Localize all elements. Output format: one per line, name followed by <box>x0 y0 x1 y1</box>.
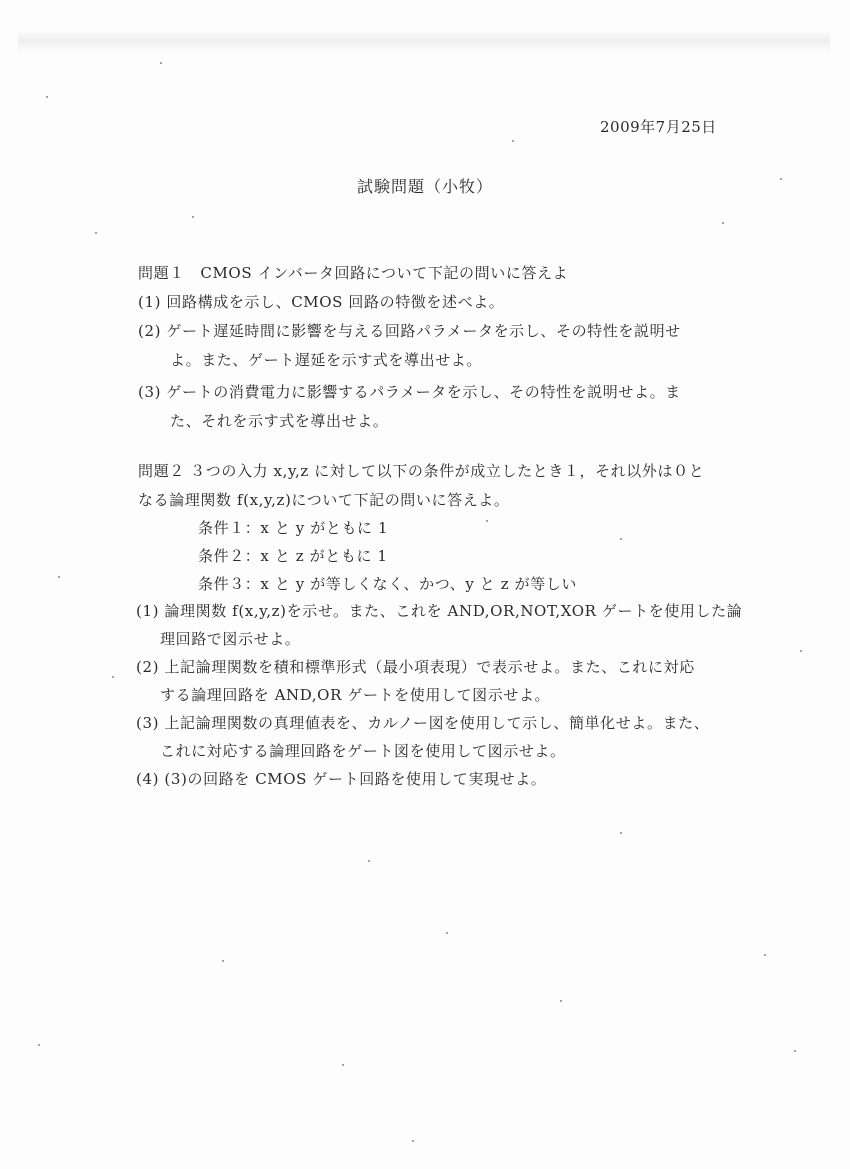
scan-speck <box>512 140 514 142</box>
scan-speck <box>368 860 370 862</box>
scan-speck <box>58 576 60 578</box>
problem1-question3-line2: た、それを示す式を導出せよ。 <box>170 412 389 430</box>
scan-speck <box>620 538 622 540</box>
problem2-question2-line1: (2) 上記論理関数を積和標準形式（最小項表現）で表示せよ。また、これに対応 <box>136 658 695 676</box>
problem1-question2-line1: (2) ゲート遅延時間に影響を与える回路パラメータを示し、その特性を説明せ <box>138 322 681 340</box>
scan-speck <box>446 932 448 934</box>
scan-speck <box>780 178 782 180</box>
scan-artifact-band <box>18 30 830 52</box>
scan-speck <box>794 1050 796 1052</box>
scan-speck <box>412 1140 414 1142</box>
problem2-question4: (4) (3)の回路を CMOS ゲート回路を使用して実現せよ。 <box>136 770 547 788</box>
problem1-question1: (1) 回路構成を示し、CMOS 回路の特徴を述べよ。 <box>138 293 505 311</box>
problem2-question1-line2: 理回路で図示せよ。 <box>160 630 301 648</box>
problem2-condition1: 条件１：x と y がともに 1 <box>198 519 389 537</box>
page-title: 試験問題（小牧） <box>356 177 493 196</box>
problem1-question3-line1: (3) ゲートの消費電力に影響するパラメータを示し、その特性を説明せよ。ま <box>138 383 681 401</box>
scan-speck <box>222 960 224 962</box>
scan-speck <box>342 1064 344 1066</box>
problem1-heading: 問題１ CMOS インバータ回路について下記の問いに答えよ <box>138 264 569 282</box>
problem2-condition2: 条件２：x と z がともに 1 <box>198 547 388 565</box>
scan-speck <box>620 832 622 834</box>
scan-speck <box>486 520 488 522</box>
problem2-condition3: 条件３：x と y が等しくなく、かつ、y と z が等しい <box>198 575 578 593</box>
scan-speck <box>160 62 162 64</box>
scan-speck <box>95 232 97 234</box>
problem2-question1-line1: (1) 論理関数 f(x,y,z)を示せ。また、これを AND,OR,NOT,XOR ゲートを使用した論 <box>136 602 743 620</box>
problem1-question2-line2: よ。また、ゲート遅延を示す式を導出せよ。 <box>170 351 483 369</box>
scan-speck <box>560 1000 562 1002</box>
scan-speck <box>112 676 114 678</box>
scan-speck <box>800 650 802 652</box>
scan-speck <box>192 216 194 218</box>
scan-speck <box>722 222 724 224</box>
problem2-question3-line1: (3) 上記論理関数の真理値表を、カルノー図を使用して示し、簡単化せよ。また、 <box>136 714 710 732</box>
exam-date: 2009年7月25日 <box>600 118 717 136</box>
problem2-intro-line1: 問題２ ３つの入力 x,y,z に対して以下の条件が成立したとき１，それ以外は０と <box>138 462 705 480</box>
problem2-question2-line2: する論理回路を AND,OR ゲートを使用して図示せよ。 <box>160 686 551 704</box>
scan-speck <box>764 954 766 956</box>
problem2-question3-line2: これに対応する論理回路をゲート図を使用して図示せよ。 <box>160 742 566 760</box>
scan-speck <box>38 1044 40 1046</box>
scan-speck <box>46 96 48 98</box>
problem2-intro-line2: なる論理関数 f(x,y,z)について下記の問いに答えよ。 <box>138 491 510 509</box>
